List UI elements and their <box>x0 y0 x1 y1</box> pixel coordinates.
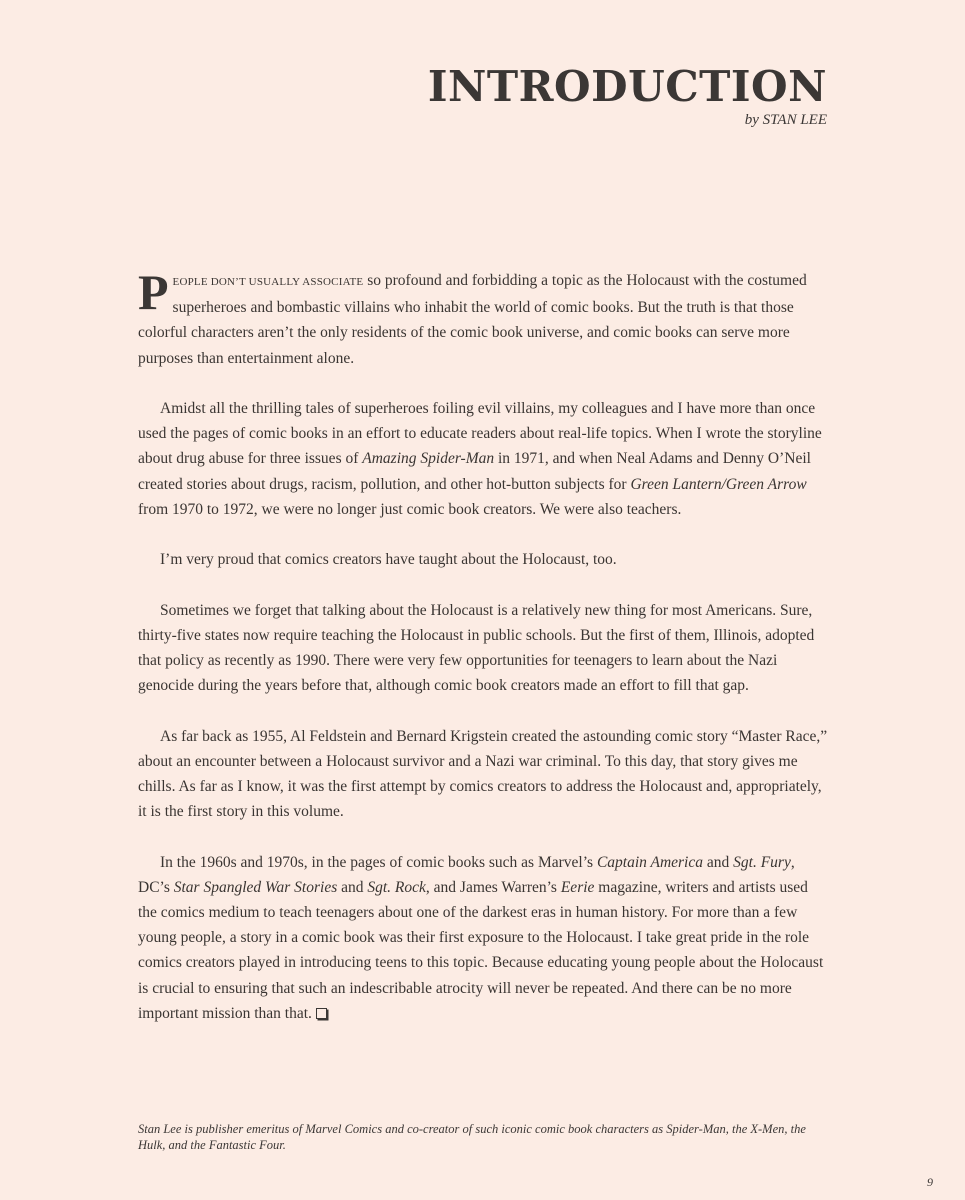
paragraph-3: I’m very proud that comics creators have taught about the Holocaust, too. <box>160 551 617 569</box>
paragraph-1-text: so profound and forbidding a topic as the Holocaust with the costumed superheroes and bombastic villains who inhabit the world of comic books. But the truth is that those colorful characters aren’t the only residents of the comic book universe, and comic books can serve more purposes than entertainment alone. <box>138 272 807 367</box>
page-number: 9 <box>927 1175 933 1189</box>
byline: by STAN LEE <box>744 112 827 128</box>
paragraph-4: Sometimes we forget that talking about the Holocaust is a relatively new thing for most Americans. Sure, thirty-five states now require teaching the Holocaust in public schools. But the first of them, Illinois, adopted that policy as recently as 1990. There were very few opportunities for teenagers to learn about the Nazi genocide during the years before that, although comic book creators made an effort to fill that gap. <box>138 601 815 695</box>
paragraph-5: As far back as 1955, Al Feldstein and Bernard Krigstein created the astounding comic story “Master Race,” about an encounter between a Holocaust survivor and a Nazi war criminal. To this day, that story gives me chills. As far as I know, it was the first attempt by comics creators to address the Holocaust and, appropriately, it is the first story in this volume. <box>138 727 828 821</box>
author-bio: Stan Lee is publisher emeritus of Marvel Comics and co-creator of such iconic comic book characters as Spider-Man, the X-Men, the Hulk, and the Fantastic Four. <box>138 1122 806 1152</box>
title-sgt-rock: Sgt. Rock <box>367 878 426 896</box>
drop-cap: P <box>138 264 169 320</box>
text-run: in 1971, and when Neal Adams and Denny O’Neil created stories about drugs, racism, pollution, and other hot-button subjects for <box>138 450 811 493</box>
text-run: Amidst all the thrilling tales of superheroes foiling evil villains, my colleagues and I have more than once used the pages of comic books in an effort to educate readers about real-life topics. When I wrote the storyline about drug abuse for three issues of <box>138 400 822 468</box>
paragraph-2 <box>138 396 828 522</box>
paragraph-6 <box>138 850 828 1026</box>
title-star-spangled: Star Spangled War Stories <box>173 878 338 896</box>
page-title: INTRODUCTION <box>427 62 827 111</box>
title-sgt-fury: Sgt. Fury <box>733 853 791 871</box>
end-mark-icon <box>316 1008 327 1019</box>
paragraph-1 <box>138 264 828 371</box>
title-green-lantern: Green Lantern/Green Arrow <box>630 475 807 493</box>
title-amazing-spider-man: Amazing Spider-Man <box>362 450 495 468</box>
text-run: magazine, writers and artists used the comics medium to teach teenagers about one of the darkest eras in human history. For more than a few young people, a story in a comic book was their first exposure to the Holocaust. I take great pride in the role comics creators played in introducing teens to this topic. Because educating young people about the Holocaust is crucial to ensuring that such an indescribable atrocity will never be repeated. And there can be no more important mission than that. <box>138 878 824 1022</box>
article-body <box>138 264 828 1051</box>
text-run: and <box>703 853 734 871</box>
title-eerie: Eerie <box>560 878 595 896</box>
text-run: , DC’s <box>138 853 795 896</box>
text-run: , and James Warren’s <box>425 878 561 896</box>
text-run: and <box>337 878 368 896</box>
text-run: In the 1960s and 1970s, in the pages of comic books such as Marvel’s <box>160 853 597 871</box>
text-run: from 1970 to 1972, we were no longer just comic book creators. We were also teachers. <box>138 500 682 518</box>
lead-in: EOPLE DON’T USUALLY ASSOCIATE <box>172 276 364 288</box>
title-captain-america: Captain America <box>596 853 703 871</box>
